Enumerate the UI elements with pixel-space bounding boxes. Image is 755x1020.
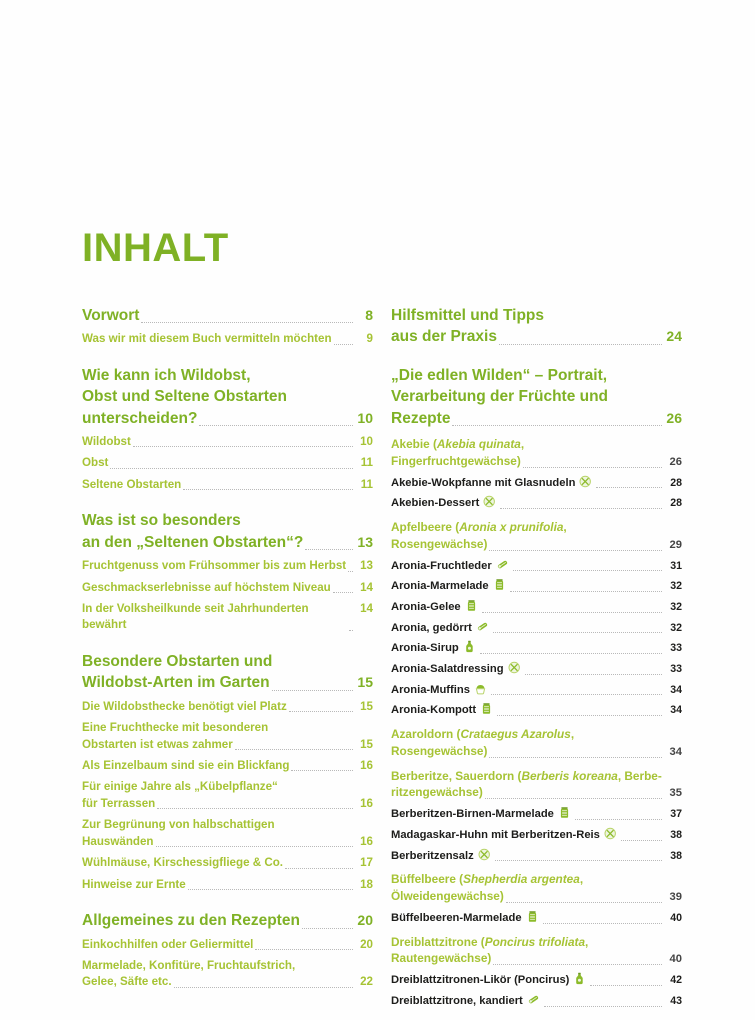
toc-entry-recipe[interactable] xyxy=(391,827,682,844)
toc-entry-line: Für einige Jahre als „Kübelpflanze“ xyxy=(82,780,278,794)
toc-page-number: 8 xyxy=(365,307,373,323)
dried-fruit-icon xyxy=(476,620,489,633)
toc-block xyxy=(391,365,682,429)
toc-entry-recipe[interactable] xyxy=(391,972,682,989)
toc-block xyxy=(391,599,682,616)
toc-entry-label xyxy=(391,993,542,1010)
toc-entry-label: Vorwort xyxy=(82,307,140,324)
toc-entry-line: Azaroldorn (Crataegus Azarolus, xyxy=(391,726,575,741)
pan-icon xyxy=(478,848,491,861)
toc-entry-line: Besondere Obstarten und xyxy=(82,652,273,670)
leader-dots xyxy=(495,859,662,861)
toc-page-number: 9 xyxy=(366,332,373,346)
toc-entry-label xyxy=(391,682,489,699)
toc-entry-recipe[interactable] xyxy=(391,578,682,595)
toc-block xyxy=(391,620,682,637)
leader-dots xyxy=(141,321,353,323)
toc-block xyxy=(391,558,682,575)
toc-entry-line: Obst und Seltene Obstarten xyxy=(82,388,287,406)
toc-page-number: 17 xyxy=(360,856,373,870)
toc-entry-section[interactable] xyxy=(82,796,373,812)
toc-page-number: 42 xyxy=(670,974,682,987)
toc-column-left xyxy=(82,288,373,991)
toc-entry-recipe[interactable] xyxy=(391,661,682,678)
toc-entry-chapter[interactable] xyxy=(82,910,373,931)
toc-page-number: 20 xyxy=(357,912,373,929)
dried-fruit-icon xyxy=(496,558,509,571)
toc-page-number: 24 xyxy=(666,328,682,345)
toc-block xyxy=(82,580,373,596)
leader-dots xyxy=(199,424,353,426)
toc-block xyxy=(391,972,682,989)
toc-entry-line: Hilfsmittel und Tipps xyxy=(391,307,544,324)
toc-entry-section[interactable] xyxy=(82,558,373,574)
leader-dots xyxy=(500,507,662,509)
toc-block xyxy=(391,827,682,844)
recipe-title: Berberitzen-Birnen-Marmelade xyxy=(391,808,554,821)
toc-entry-line: Eine Fruchthecke mit besonderen xyxy=(82,721,269,735)
toc-entry-label: an den „Seltenen Obstarten“? xyxy=(82,533,304,551)
toc-entry-label: In der Volksheilkunde seit Jahrhunderten bewährt xyxy=(82,601,309,632)
toc-column-right xyxy=(391,288,682,1010)
toc-page-number: 26 xyxy=(666,409,682,426)
toc-entry-label xyxy=(391,848,493,865)
toc-entry-recipe[interactable] xyxy=(391,702,682,719)
toc-entry-line: Verarbeitung der Früchte und xyxy=(391,388,609,406)
toc-entry-label: Rosengewächse) xyxy=(391,743,488,758)
toc-entry-label: Fingerfruchtgewächse) xyxy=(391,453,521,468)
toc-page-number: 20 xyxy=(360,937,373,951)
toc-entry-label: Allgemeines zu den Rezepten xyxy=(82,912,300,930)
toc-entry-label: Ölweidengewächse) xyxy=(391,888,504,903)
toc-block xyxy=(82,877,373,893)
toc-entry-label: Obstarten ist etwas zahmer xyxy=(82,737,233,751)
toc-entry-section[interactable] xyxy=(391,536,682,554)
toc-entry-label: ritzengewächse) xyxy=(391,785,483,800)
toc-entry-label xyxy=(391,495,498,512)
leader-dots xyxy=(291,769,353,771)
leader-dots xyxy=(302,927,353,929)
toc-block xyxy=(391,436,682,471)
toc-entry-section[interactable] xyxy=(391,950,682,968)
toc-page-number: 43 xyxy=(670,994,682,1007)
leader-dots xyxy=(493,963,662,965)
toc-entry-label: Wildobst xyxy=(82,434,131,448)
toc-block xyxy=(82,455,373,471)
recipe-title: Dreiblattzitrone, kandiert xyxy=(391,994,523,1007)
bottle-icon xyxy=(463,640,476,653)
toc-entry-recipe[interactable] xyxy=(391,558,682,575)
leader-dots xyxy=(174,986,353,988)
toc-block xyxy=(82,558,373,574)
toc-page-number: 32 xyxy=(670,600,682,613)
leader-dots xyxy=(255,948,353,950)
toc-entry-label xyxy=(391,599,480,616)
toc-entry-label: Die Wildobsthecke benötigt viel Platz xyxy=(82,699,287,713)
toc-block xyxy=(82,510,373,553)
toc-entry-section[interactable] xyxy=(391,453,682,471)
toc-block xyxy=(391,578,682,595)
leader-dots xyxy=(575,818,662,820)
toc-entry-section[interactable] xyxy=(82,937,373,953)
toc-block xyxy=(82,937,373,953)
toc-entry-section[interactable] xyxy=(82,974,373,990)
toc-entry-label: Fruchtgenuss vom Frühsommer bis zum Herbst xyxy=(82,559,347,573)
toc-block xyxy=(82,601,373,634)
toc-page-number: 33 xyxy=(670,662,682,675)
leader-dots xyxy=(285,867,353,869)
toc-entry-line: Wie kann ich Wildobst, xyxy=(82,366,251,384)
jar-icon xyxy=(493,578,506,591)
toc-entry-section[interactable] xyxy=(82,877,373,893)
leader-dots xyxy=(452,424,662,426)
toc-entry-recipe[interactable] xyxy=(391,599,682,616)
toc-page-number: 33 xyxy=(670,642,682,655)
toc-entry-label: Rezepte xyxy=(391,409,451,427)
toc-entry-chapter[interactable] xyxy=(82,532,373,553)
toc-entry-label: Einkochhilfen oder Geliermittel xyxy=(82,937,254,951)
toc-entry-label: Was wir mit diesem Buch vermitteln möchten xyxy=(82,332,332,346)
toc-entry-label: Geschmackserlebnisse auf höchstem Niveau xyxy=(82,580,331,594)
toc-entry-label xyxy=(391,910,541,927)
toc-entry-label: Hauswänden xyxy=(82,834,154,848)
toc-entry-section[interactable] xyxy=(82,699,373,715)
toc-block xyxy=(82,365,373,429)
toc-entry-label xyxy=(391,620,491,637)
toc-block xyxy=(391,848,682,865)
toc-block xyxy=(82,477,373,493)
jar-icon xyxy=(526,910,539,923)
leader-dots xyxy=(235,748,353,750)
toc-page-number: 14 xyxy=(360,601,373,615)
toc-block xyxy=(391,768,682,803)
toc-entry-label: Wildobst-Arten im Garten xyxy=(82,674,270,692)
toc-entry-line: Marmelade, Konfitüre, Fruchtaufstrich, xyxy=(82,958,296,972)
leader-dots xyxy=(510,590,662,592)
toc-page-number: 10 xyxy=(360,434,373,448)
toc-block xyxy=(391,702,682,719)
toc-entry-section[interactable] xyxy=(82,434,373,450)
recipe-title: Büffelbeeren-Marmelade xyxy=(391,911,522,924)
toc-entry-section[interactable] xyxy=(391,743,682,761)
leader-dots xyxy=(596,486,662,488)
toc-page-number: 13 xyxy=(357,533,373,550)
recipe-title: Dreiblattzitronen-Likör (Poncirus) xyxy=(391,974,570,987)
leader-dots xyxy=(156,845,353,847)
toc-entry-chapter[interactable] xyxy=(391,326,682,347)
toc-entry-label: Als Einzelbaum sind sie ein Blickfang xyxy=(82,758,290,772)
leader-dots xyxy=(333,591,353,593)
toc-entry-recipe[interactable] xyxy=(391,993,682,1010)
toc-entry-section[interactable] xyxy=(82,834,373,850)
toc-entry-recipe[interactable] xyxy=(391,848,682,865)
toc-page-number: 29 xyxy=(669,538,682,551)
leader-dots xyxy=(543,922,662,924)
toc-entry-recipe[interactable] xyxy=(391,806,682,823)
toc-entry-label: für Terrassen xyxy=(82,796,156,810)
recipe-title: Aronia-Muffins xyxy=(391,683,470,696)
bottle-icon xyxy=(573,972,586,985)
toc-entry-label xyxy=(391,972,588,989)
toc-container xyxy=(82,228,682,1010)
jar-icon xyxy=(465,599,478,612)
toc-entry-section[interactable] xyxy=(82,737,373,753)
recipe-title: Berberitzensalz xyxy=(391,849,474,862)
toc-entry-chapter[interactable] xyxy=(391,408,682,429)
dried-fruit-icon xyxy=(527,993,540,1006)
toc-page-number: 13 xyxy=(360,559,373,573)
leader-dots xyxy=(513,569,662,571)
toc-page-number: 16 xyxy=(360,834,373,848)
leader-dots xyxy=(544,1005,662,1007)
toc-entry-label xyxy=(391,578,508,595)
leader-dots xyxy=(289,710,353,712)
toc-page-number: 34 xyxy=(670,683,682,696)
recipe-title: Madagaskar-Huhn mit Berberitzen-Reis xyxy=(391,828,600,841)
toc-block xyxy=(391,910,682,927)
toc-entry-label xyxy=(391,640,478,657)
pan-icon xyxy=(508,661,521,674)
toc-page-number: 32 xyxy=(670,580,682,593)
toc-entry-label xyxy=(391,806,573,823)
toc-entry-label xyxy=(391,827,619,844)
toc-page-number: 40 xyxy=(670,911,682,924)
leader-dots xyxy=(621,839,662,841)
toc-entry-line: Dreiblattzitrone (Poncirus trifoliata, xyxy=(391,934,589,949)
toc-block xyxy=(82,434,373,450)
recipe-title: Aronia-Salatdressing xyxy=(391,662,504,675)
toc-entry-chapter[interactable] xyxy=(82,672,373,693)
page-title: INHALT xyxy=(82,226,229,270)
toc-page-number: 35 xyxy=(669,787,682,800)
leader-dots xyxy=(489,756,662,758)
toc-block xyxy=(391,934,682,969)
leader-dots xyxy=(157,807,353,809)
toc-block xyxy=(82,958,373,991)
leader-dots xyxy=(334,343,353,345)
muffin-icon xyxy=(474,682,487,695)
toc-columns xyxy=(82,288,682,1010)
leader-dots xyxy=(525,673,662,675)
toc-entry-label: Rautengewächse) xyxy=(391,951,492,966)
toc-page-number: 16 xyxy=(360,796,373,810)
toc-block xyxy=(82,699,373,715)
leader-dots xyxy=(272,689,353,691)
toc-page-number: 16 xyxy=(360,758,373,772)
pan-icon xyxy=(604,827,617,840)
toc-block xyxy=(391,806,682,823)
toc-page-number: 28 xyxy=(670,497,682,510)
toc-entry-recipe[interactable] xyxy=(391,475,682,492)
jar-icon xyxy=(480,702,493,715)
toc-page-number: 26 xyxy=(669,455,682,468)
toc-entry-label: Rosengewächse) xyxy=(391,536,488,551)
leader-dots xyxy=(110,467,353,469)
leader-dots xyxy=(491,693,662,695)
recipe-title: Aronia-Gelee xyxy=(391,600,461,613)
toc-entry-label: Hinweise zur Ernte xyxy=(82,877,186,891)
toc-entry-line: Zur Begrünung von halbschattigen xyxy=(82,818,275,832)
toc-entry-recipe[interactable] xyxy=(391,640,682,657)
toc-page-number: 31 xyxy=(670,559,682,572)
toc-entry-label: Wühlmäuse, Kirschessigfliege & Co. xyxy=(82,856,284,870)
toc-page-number: 28 xyxy=(670,476,682,489)
toc-entry-section[interactable] xyxy=(391,888,682,906)
toc-entry-label: Obst xyxy=(82,456,109,470)
toc-block xyxy=(391,305,682,348)
toc-page-number: 22 xyxy=(360,975,373,989)
toc-block xyxy=(391,726,682,761)
leader-dots xyxy=(493,631,662,633)
leader-dots xyxy=(497,714,662,716)
toc-entry-line: Büffelbeere (Shepherdia argentea, xyxy=(391,872,584,887)
toc-page-number: 15 xyxy=(357,674,373,691)
toc-entry-section[interactable] xyxy=(82,455,373,471)
toc-block xyxy=(82,855,373,871)
toc-page-number: 15 xyxy=(360,699,373,713)
toc-entry-chapter[interactable] xyxy=(82,305,373,326)
toc-entry-label: Seltene Obstarten xyxy=(82,477,182,491)
toc-page-number: 14 xyxy=(360,580,373,594)
toc-entry-label xyxy=(391,558,511,575)
recipe-title: Aronia-Sirup xyxy=(391,642,459,655)
pan-icon xyxy=(483,495,496,508)
toc-page-number: 32 xyxy=(670,621,682,634)
toc-block xyxy=(82,651,373,694)
toc-block xyxy=(391,682,682,699)
toc-block xyxy=(82,779,373,812)
toc-page-number: 38 xyxy=(670,849,682,862)
toc-page-number: 40 xyxy=(669,953,682,966)
toc-entry-section[interactable] xyxy=(82,758,373,774)
leader-dots xyxy=(489,549,662,551)
toc-block xyxy=(391,475,682,492)
leader-dots xyxy=(348,570,353,572)
toc-page-number: 15 xyxy=(360,737,373,751)
toc-entry-section[interactable] xyxy=(391,784,682,802)
recipe-title: Aronia-Fruchtleder xyxy=(391,559,492,572)
leader-dots xyxy=(188,888,353,890)
toc-entry-recipe[interactable] xyxy=(391,620,682,637)
toc-page-number: 34 xyxy=(669,745,682,758)
toc-block xyxy=(82,817,373,850)
recipe-title: Aronia-Marmelade xyxy=(391,580,489,593)
leader-dots xyxy=(506,901,662,903)
toc-entry-line: Akebie (Akebia quinata, xyxy=(391,436,525,451)
toc-page-number: 11 xyxy=(360,477,373,491)
toc-entry-recipe[interactable] xyxy=(391,682,682,699)
toc-entry-chapter[interactable] xyxy=(82,408,373,429)
leader-dots xyxy=(482,611,662,613)
toc-entry-section[interactable] xyxy=(82,855,373,871)
leader-dots xyxy=(133,445,353,447)
toc-block xyxy=(391,993,682,1010)
toc-page-number: 37 xyxy=(670,808,682,821)
toc-page-number: 34 xyxy=(670,704,682,717)
toc-entry-label: unterscheiden? xyxy=(82,409,198,427)
toc-block xyxy=(82,331,373,347)
recipe-title: Aronia, gedörrt xyxy=(391,621,472,634)
toc-entry-line: „Die edlen Wilden“ – Portrait, xyxy=(391,366,608,384)
leader-dots xyxy=(480,652,662,654)
toc-block xyxy=(82,305,373,326)
toc-entry-line: Berberitze, Sauerdorn (Berberis koreana, Berbe- xyxy=(391,768,662,783)
toc-block xyxy=(82,910,373,931)
toc-entry-section[interactable] xyxy=(82,601,373,634)
leader-dots xyxy=(305,548,353,550)
toc-block xyxy=(391,495,682,512)
leader-dots xyxy=(499,343,662,345)
toc-block xyxy=(82,720,373,753)
toc-block xyxy=(82,758,373,774)
leader-dots xyxy=(485,797,662,799)
toc-page-number: 10 xyxy=(357,409,373,426)
toc-entry-label xyxy=(391,475,594,492)
toc-entry-label: aus der Praxis xyxy=(391,328,497,346)
toc-page-number: 39 xyxy=(669,890,682,903)
jar-icon xyxy=(558,806,571,819)
toc-page-number: 11 xyxy=(360,456,373,470)
toc-entry-section[interactable] xyxy=(82,477,373,493)
toc-entry-line: Was ist so besonders xyxy=(82,512,241,530)
leader-dots xyxy=(523,466,662,468)
toc-block xyxy=(391,661,682,678)
leader-dots xyxy=(590,984,662,986)
toc-entry-label xyxy=(391,661,523,678)
toc-entry-section[interactable] xyxy=(82,580,373,596)
recipe-title: Akebie-Wokpfanne mit Glasnudeln xyxy=(391,476,576,489)
leader-dots xyxy=(349,629,353,631)
toc-entry-label: Gelee, Säfte etc. xyxy=(82,975,172,989)
toc-entry-recipe[interactable] xyxy=(391,910,682,927)
recipe-title: Aronia-Kompott xyxy=(391,704,477,717)
toc-entry-section[interactable] xyxy=(82,331,373,347)
toc-block xyxy=(391,519,682,554)
toc-block xyxy=(391,871,682,906)
toc-entry-line: Apfelbeere (Aronia x prunifolia, xyxy=(391,519,567,534)
pan-icon xyxy=(579,475,592,488)
toc-block xyxy=(391,640,682,657)
toc-page-number: 38 xyxy=(670,828,682,841)
leader-dots xyxy=(183,488,353,490)
toc-page-number: 18 xyxy=(360,877,373,891)
toc-entry-recipe[interactable] xyxy=(391,495,682,512)
recipe-title: Akebien-Dessert xyxy=(391,497,480,510)
toc-entry-label xyxy=(391,702,495,719)
